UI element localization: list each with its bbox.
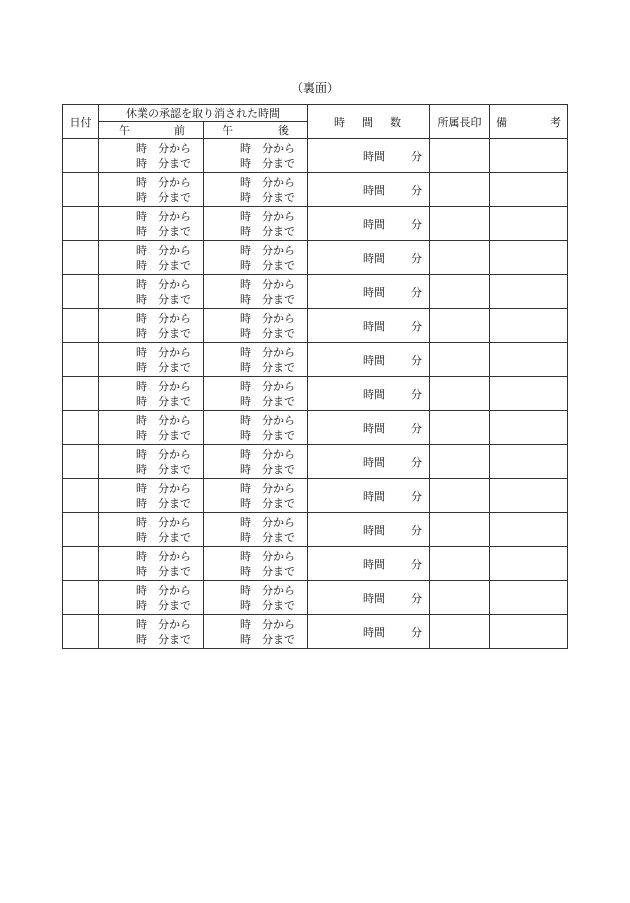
- pm-time-cell[interactable]: 時 分から 時 分まで: [204, 343, 308, 377]
- date-cell[interactable]: [63, 445, 99, 479]
- duration-cell[interactable]: 時間 分: [308, 309, 430, 343]
- am-time-cell[interactable]: 時 分から 時 分まで: [99, 241, 204, 275]
- header-am: 午 前: [99, 122, 204, 139]
- pm-time-cell[interactable]: 時 分から 時 分まで: [204, 479, 308, 513]
- remarks-cell[interactable]: [490, 377, 568, 411]
- remarks-cell[interactable]: [490, 343, 568, 377]
- pm-time-cell[interactable]: 時 分から 時 分まで: [204, 513, 308, 547]
- remarks-cell[interactable]: [490, 615, 568, 649]
- am-time-cell[interactable]: 時 分から 時 分まで: [99, 479, 204, 513]
- table-row: [63, 411, 568, 445]
- seal-cell[interactable]: [430, 445, 490, 479]
- date-cell[interactable]: [63, 207, 99, 241]
- seal-cell[interactable]: [430, 411, 490, 445]
- table-row: [63, 309, 568, 343]
- table-row: [63, 377, 568, 411]
- seal-cell[interactable]: [430, 173, 490, 207]
- pm-time-cell[interactable]: 時 分から 時 分まで: [204, 139, 308, 173]
- duration-cell[interactable]: 時間 分: [308, 615, 430, 649]
- date-cell[interactable]: [63, 343, 99, 377]
- am-time-cell[interactable]: 時 分から 時 分まで: [99, 309, 204, 343]
- seal-cell[interactable]: [430, 241, 490, 275]
- table-row: [63, 445, 568, 479]
- table-row: [63, 479, 568, 513]
- seal-cell[interactable]: [430, 275, 490, 309]
- pm-time-cell[interactable]: 時 分から 時 分まで: [204, 547, 308, 581]
- pm-time-cell[interactable]: 時 分から 時 分まで: [204, 615, 308, 649]
- pm-time-cell[interactable]: 時 分から 時 分まで: [204, 309, 308, 343]
- form-title: （裏面）: [290, 81, 339, 95]
- leave-cancellation-table: [62, 104, 568, 649]
- am-time-cell[interactable]: 時 分から 時 分まで: [99, 615, 204, 649]
- remarks-cell[interactable]: [490, 309, 568, 343]
- seal-cell[interactable]: [430, 479, 490, 513]
- remarks-cell[interactable]: [490, 513, 568, 547]
- am-time-cell[interactable]: 時 分から 時 分まで: [99, 275, 204, 309]
- duration-cell[interactable]: 時間 分: [308, 173, 430, 207]
- duration-cell[interactable]: 時間 分: [308, 377, 430, 411]
- header-cancelled-period: 休業の承認を取り消された時間: [99, 105, 308, 122]
- seal-cell[interactable]: [430, 581, 490, 615]
- seal-cell[interactable]: [430, 207, 490, 241]
- am-time-cell[interactable]: 時 分から 時 分まで: [99, 139, 204, 173]
- pm-time-cell[interactable]: 時 分から 時 分まで: [204, 241, 308, 275]
- date-cell[interactable]: [63, 411, 99, 445]
- remarks-cell[interactable]: [490, 547, 568, 581]
- seal-cell[interactable]: [430, 377, 490, 411]
- duration-cell[interactable]: 時間 分: [308, 581, 430, 615]
- header-date: 日付: [63, 105, 99, 139]
- duration-cell[interactable]: 時間 分: [308, 241, 430, 275]
- header-pm: 午 後: [204, 122, 308, 139]
- duration-cell[interactable]: 時間 分: [308, 343, 430, 377]
- remarks-cell[interactable]: [490, 581, 568, 615]
- duration-cell[interactable]: 時間 分: [308, 207, 430, 241]
- header-remarks: 備 考: [490, 105, 568, 139]
- pm-time-cell[interactable]: 時 分から 時 分まで: [204, 377, 308, 411]
- date-cell[interactable]: [63, 479, 99, 513]
- table-row: [63, 275, 568, 309]
- table-row: [63, 343, 568, 377]
- date-cell[interactable]: [63, 547, 99, 581]
- date-cell[interactable]: [63, 377, 99, 411]
- table-body: [63, 139, 568, 649]
- date-cell[interactable]: [63, 275, 99, 309]
- table-row: [63, 547, 568, 581]
- seal-cell[interactable]: [430, 615, 490, 649]
- am-time-cell[interactable]: 時 分から 時 分まで: [99, 343, 204, 377]
- date-cell[interactable]: [63, 513, 99, 547]
- duration-cell[interactable]: 時間 分: [308, 513, 430, 547]
- pm-time-cell[interactable]: 時 分から 時 分まで: [204, 207, 308, 241]
- duration-cell[interactable]: 時間 分: [308, 139, 430, 173]
- seal-cell[interactable]: [430, 343, 490, 377]
- pm-time-cell[interactable]: 時 分から 時 分まで: [204, 581, 308, 615]
- table-row: [63, 581, 568, 615]
- header-seal: 所属長印: [430, 105, 490, 139]
- date-cell[interactable]: [63, 581, 99, 615]
- am-time-cell[interactable]: 時 分から 時 分まで: [99, 513, 204, 547]
- pm-time-cell[interactable]: 時 分から 時 分まで: [204, 275, 308, 309]
- remarks-cell[interactable]: [490, 275, 568, 309]
- duration-cell[interactable]: 時間 分: [308, 479, 430, 513]
- date-cell[interactable]: [63, 241, 99, 275]
- remarks-cell[interactable]: [490, 139, 568, 173]
- date-cell[interactable]: [63, 309, 99, 343]
- remarks-cell[interactable]: [490, 207, 568, 241]
- header-duration: 時 間 数: [308, 105, 430, 139]
- duration-cell[interactable]: 時間 分: [308, 547, 430, 581]
- table-row: [63, 513, 568, 547]
- seal-cell[interactable]: [430, 309, 490, 343]
- am-time-cell[interactable]: 時 分から 時 分まで: [99, 207, 204, 241]
- date-cell[interactable]: [63, 139, 99, 173]
- am-time-cell[interactable]: 時 分から 時 分まで: [99, 173, 204, 207]
- am-time-cell[interactable]: 時 分から 時 分まで: [99, 581, 204, 615]
- remarks-cell[interactable]: [490, 241, 568, 275]
- seal-cell[interactable]: [430, 139, 490, 173]
- table-row: [63, 173, 568, 207]
- date-cell[interactable]: [63, 615, 99, 649]
- remarks-cell[interactable]: [490, 411, 568, 445]
- duration-cell[interactable]: 時間 分: [308, 445, 430, 479]
- date-cell[interactable]: [63, 173, 99, 207]
- duration-cell[interactable]: 時間 分: [308, 411, 430, 445]
- table-row: [63, 615, 568, 649]
- remarks-cell[interactable]: [490, 479, 568, 513]
- seal-cell[interactable]: [430, 547, 490, 581]
- am-time-cell[interactable]: 時 分から 時 分まで: [99, 411, 204, 445]
- remarks-cell[interactable]: [490, 173, 568, 207]
- seal-cell[interactable]: [430, 513, 490, 547]
- duration-cell[interactable]: 時間 分: [308, 275, 430, 309]
- table-row: [63, 207, 568, 241]
- table-row: [63, 241, 568, 275]
- pm-time-cell[interactable]: 時 分から 時 分まで: [204, 173, 308, 207]
- pm-time-cell[interactable]: 時 分から 時 分まで: [204, 411, 308, 445]
- table-row: [63, 139, 568, 173]
- am-time-cell[interactable]: 時 分から 時 分まで: [99, 547, 204, 581]
- pm-time-cell[interactable]: 時 分から 時 分まで: [204, 445, 308, 479]
- am-time-cell[interactable]: 時 分から 時 分まで: [99, 445, 204, 479]
- am-time-cell[interactable]: 時 分から 時 分まで: [99, 377, 204, 411]
- remarks-cell[interactable]: [490, 445, 568, 479]
